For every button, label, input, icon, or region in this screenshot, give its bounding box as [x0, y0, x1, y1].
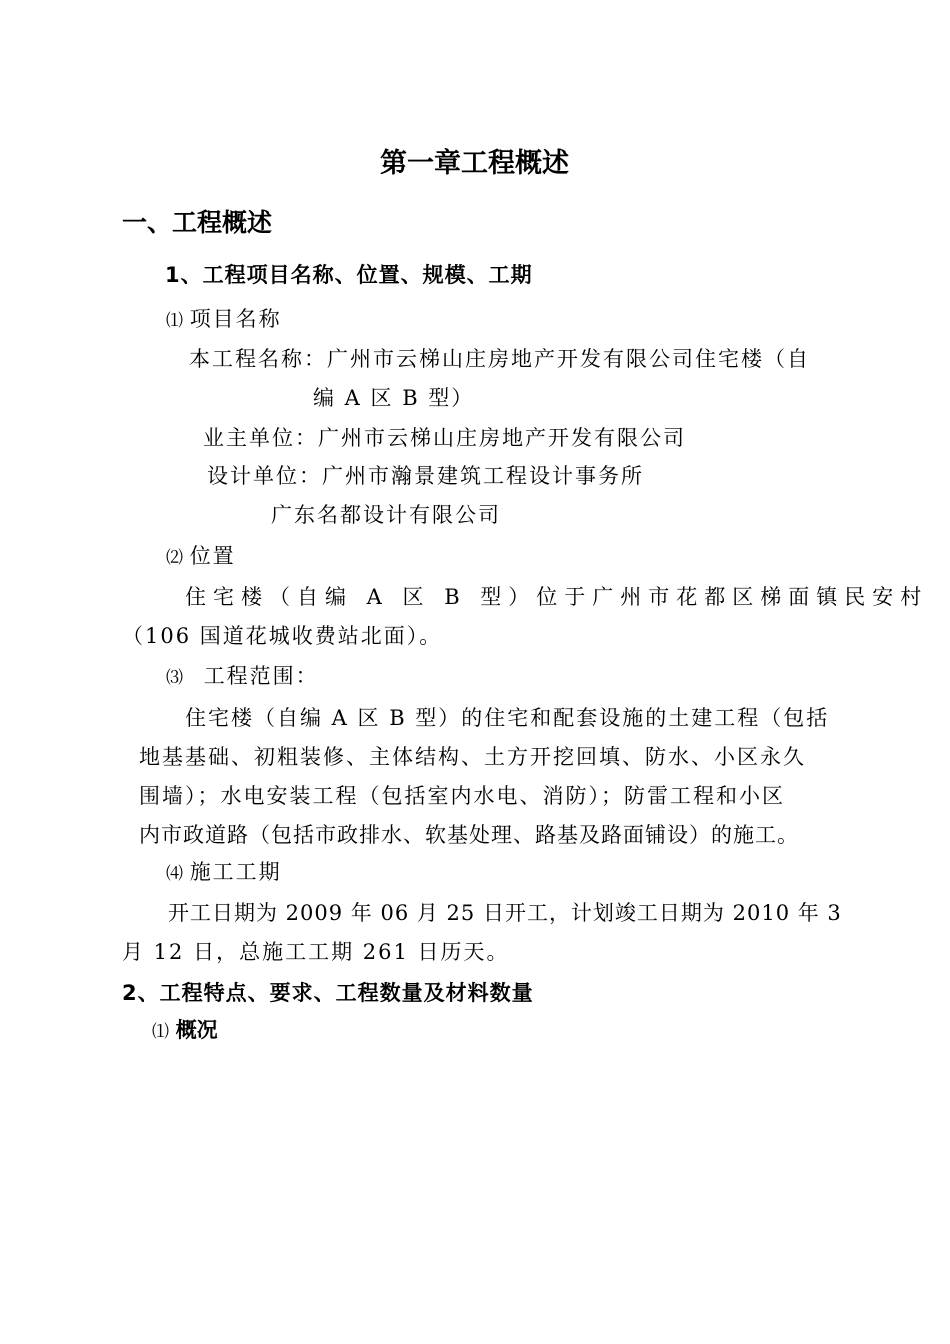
- sub2-item-1-heading: [152, 1020, 218, 1041]
- item-3-number: ⑶: [166, 668, 183, 688]
- section-title: 一、工程概述: [122, 208, 273, 237]
- subsection-title-2: 2、工程特点、要求、工程数量及材料数量: [122, 981, 534, 1005]
- designer-line-2: 广东名都设计有限公司: [271, 503, 501, 527]
- owner-line: 业主单位：广州市云梯山庄房地产开发有限公司: [203, 426, 686, 450]
- schedule-line-2: 月 12 日，总施工工期 261 日历天。: [122, 940, 510, 964]
- chapter-title: 第一章工程概述: [380, 148, 569, 179]
- project-name-line-2: 编 A 区 B 型）: [313, 386, 475, 410]
- item-1-heading: [166, 309, 282, 330]
- scope-line-3: 围墙）；水电安装工程（包括室内水电、消防）；防雷工程和小区: [139, 784, 785, 808]
- item-2-heading: [166, 546, 236, 567]
- item-1-number: ⑴: [166, 311, 183, 331]
- sub2-item-1-label: 概况: [175, 1018, 218, 1042]
- item-2-number: ⑵: [166, 548, 183, 568]
- location-line-1: 住宅楼（自编 A 区 B 型）位于广州市花都区梯面镇民安村: [185, 585, 929, 609]
- item-4-heading: [166, 862, 282, 883]
- location-line-2: （106 国道花城收费站北面）。: [122, 624, 443, 648]
- subsection-title-1: 1、工程项目名称、位置、规模、工期: [165, 263, 533, 287]
- designer-line-1: 设计单位：广州市瀚景建筑工程设计事务所: [207, 464, 644, 488]
- schedule-line-1: 开工日期为 2009 年 06 月 25 日开工，计划竣工日期为 2010 年 3: [168, 901, 842, 925]
- project-name-line-1: 本工程名称：广州市云梯山庄房地产开发有限公司住宅楼（自: [189, 347, 810, 371]
- item-1-label: 项目名称: [189, 307, 282, 331]
- scope-line-2: 地基基础、初粗装修、主体结构、土方开挖回填、防水、小区永久: [139, 745, 806, 769]
- item-3-heading: [166, 666, 319, 687]
- item-4-number: ⑷: [166, 864, 183, 884]
- scope-line-1: 住宅楼（自编 A 区 B 型）的住宅和配套设施的土建工程（包括: [185, 706, 830, 730]
- item-3-label: 工程范围：: [203, 664, 319, 688]
- item-4-label: 施工工期: [189, 860, 282, 884]
- sub2-item-1-number: ⑴: [152, 1022, 169, 1042]
- scope-line-4: 内市政道路（包括市政排水、软基处理、路基及路面铺设）的施工。: [139, 823, 799, 847]
- item-2-label: 位置: [189, 544, 236, 568]
